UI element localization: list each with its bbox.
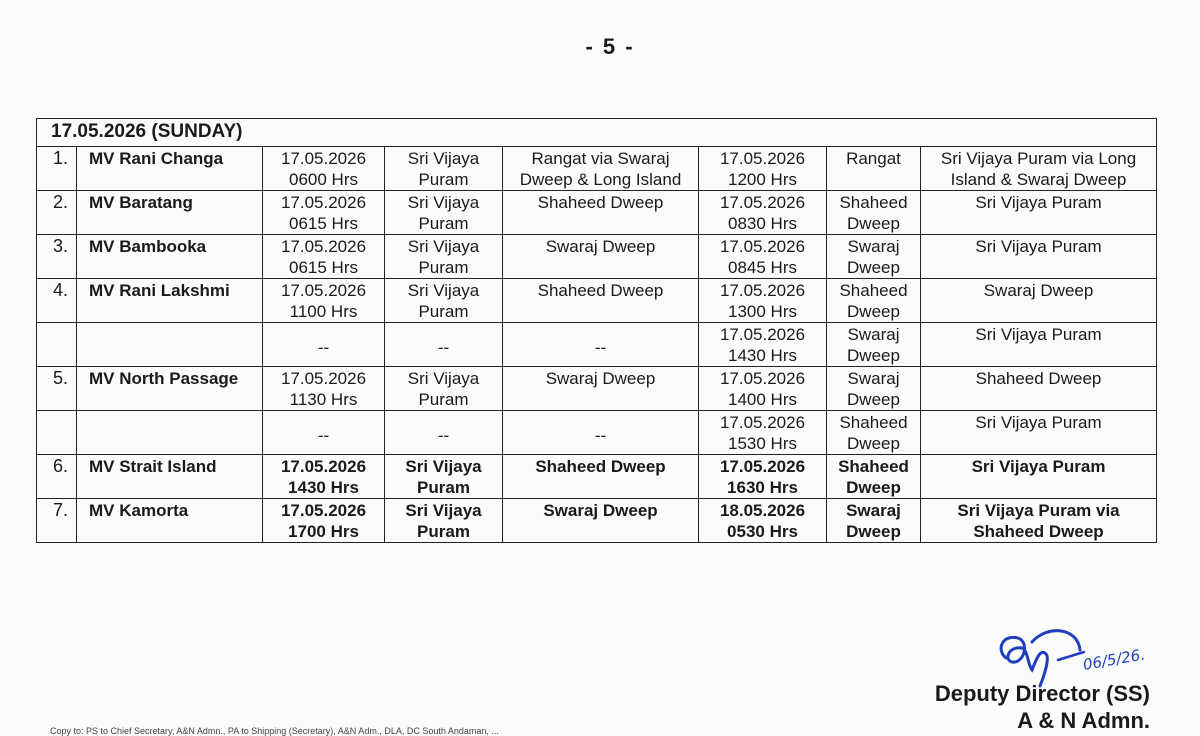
vessel-name [77,235,263,279]
serial-number-line: 2. [52,192,68,212]
return-datetime-line: 17.05.2026 [719,281,806,300]
departure-from [385,411,503,455]
return-to-line: Sri Vijaya Puram [975,325,1102,344]
return-datetime-line: 17.05.2026 [719,325,806,344]
departure-datetime-line: 0615 Hrs [289,258,358,277]
departure-datetime-line: -- [317,426,330,445]
departure-from [385,367,503,411]
signature-date: 06/5/26. [1081,645,1147,674]
return-to [921,279,1157,323]
departure-datetime [263,279,385,323]
return-to [921,367,1157,411]
vessel-name-line: MV Kamorta [89,501,189,520]
destination [503,455,699,499]
return-from [827,499,921,543]
destination [503,191,699,235]
destination [503,411,699,455]
departure-datetime-line: 17.05.2026 [280,369,367,388]
return-datetime-line: 17.05.2026 [719,237,806,256]
designation-title: Deputy Director (SS) [934,681,1150,706]
serial-number-line: 5. [52,368,68,388]
departure-datetime-line: 0600 Hrs [289,170,358,189]
departure-datetime [263,323,385,367]
return-datetime-line: 17.05.2026 [719,149,806,168]
return-to [921,147,1157,191]
return-to-line: Sri Vijaya Puram [971,457,1106,476]
departure-datetime-line: 17.05.2026 [280,237,367,256]
return-datetime [699,191,827,235]
serial-number [37,455,77,499]
page-number: - 5 - [585,34,635,59]
departure-datetime-line: 0615 Hrs [289,214,358,233]
return-from-line: Swaraj [846,501,901,520]
departure-datetime-line: 1430 Hrs [288,478,359,497]
departure-from [385,455,503,499]
return-datetime-line: 1300 Hrs [728,302,797,321]
departure-from-line: Puram [418,302,469,321]
return-datetime-line: 17.05.2026 [719,457,806,476]
table-row [37,323,1157,367]
return-datetime [699,323,827,367]
return-datetime [699,147,827,191]
departure-datetime [263,147,385,191]
table-row [37,367,1157,411]
return-datetime-line: 0530 Hrs [727,522,798,541]
table-row [37,411,1157,455]
vessel-name-line: MV Bambooka [89,237,207,256]
vessel-name [77,147,263,191]
departure-from [385,499,503,543]
return-from [827,147,921,191]
table-row [37,499,1157,543]
destination [503,323,699,367]
destination-line: Swaraj Dweep [545,237,656,256]
departure-datetime [263,499,385,543]
vessel-name-line: MV Rani Changa [89,149,224,168]
destination [503,367,699,411]
destination-line: -- [594,426,607,445]
return-from [827,367,921,411]
return-to-line: Swaraj Dweep [983,281,1094,300]
return-from [827,191,921,235]
return-from-line: Swaraj [847,237,900,256]
departure-datetime [263,455,385,499]
return-to-line: Shaheed Dweep [973,522,1104,541]
return-from-line: Shaheed [839,281,908,300]
departure-from-line: Puram [418,214,469,233]
departure-from-line: -- [437,426,450,445]
serial-number-line: 4. [52,280,68,300]
destination [503,499,699,543]
departure-from-line: Puram [418,258,469,277]
return-to-line: Sri Vijaya Puram via [957,501,1120,520]
date-header-row [37,119,1157,147]
departure-from-line: Puram [418,170,469,189]
destination-line: Swaraj Dweep [543,501,658,520]
vessel-name-line: MV Baratang [89,193,193,212]
departure-datetime [263,191,385,235]
return-from-line: Swaraj [847,325,900,344]
return-to [921,323,1157,367]
return-datetime-line: 1530 Hrs [728,434,797,453]
return-to-line: Sri Vijaya Puram via Long [940,149,1137,168]
return-datetime [699,235,827,279]
departure-from-line: Sri Vijaya [407,193,480,212]
departure-datetime-line: 17.05.2026 [280,457,367,476]
departure-from-line: Puram [418,390,469,409]
departure-from-line: Sri Vijaya [407,281,480,300]
return-to-line: Shaheed Dweep [975,369,1102,388]
return-from-line: Dweep [847,258,900,277]
destination-line: Swaraj Dweep [545,369,656,388]
return-datetime [699,455,827,499]
table-row [37,279,1157,323]
date-header: 17.05.2026 (SUNDAY) [37,119,1157,147]
departure-datetime-line: 1700 Hrs [288,522,359,541]
serial-number-line: 3. [52,236,68,256]
return-datetime [699,367,827,411]
destination-line: Dweep & Long Island [519,170,682,189]
return-from [827,279,921,323]
return-to-line: Island & Swaraj Dweep [950,170,1127,189]
return-from-line: Shaheed [839,193,908,212]
return-to [921,235,1157,279]
destination-line: Shaheed Dweep [537,193,664,212]
return-datetime-line: 1430 Hrs [728,346,797,365]
departure-from-line: Puram [417,522,470,541]
serial-number [37,235,77,279]
return-to [921,411,1157,455]
vessel-name [77,191,263,235]
departure-from [385,279,503,323]
vessel-name-line: MV North Passage [89,369,239,388]
destination-line: Rangat via Swaraj [531,149,670,168]
designation-office: A & N Admn. [1017,708,1150,733]
serial-number-line: 1. [52,148,68,168]
serial-number-line: 7. [52,500,68,520]
departure-from-line: Puram [417,478,470,497]
table-row [37,235,1157,279]
return-to [921,455,1157,499]
departure-datetime [263,235,385,279]
return-from-line: Dweep [847,390,900,409]
return-datetime-line: 18.05.2026 [719,501,806,520]
serial-number [37,323,77,367]
departure-from-line: Sri Vijaya [407,369,480,388]
vessel-name [77,499,263,543]
table-row [37,191,1157,235]
destination [503,235,699,279]
return-from-line: Swaraj [847,369,900,388]
return-to-line: Sri Vijaya Puram [975,193,1102,212]
departure-datetime-line: 1100 Hrs [289,302,358,321]
departure-datetime-line: 1130 Hrs [289,390,358,409]
return-from-line: Dweep [846,522,901,541]
vessel-name-line: MV Rani Lakshmi [89,281,230,300]
departure-datetime-line: 17.05.2026 [280,149,367,168]
return-datetime-line: 17.05.2026 [719,193,806,212]
vessel-name-line: MV Strait Island [89,457,217,476]
departure-from-line: Sri Vijaya [405,457,482,476]
departure-datetime [263,367,385,411]
return-from [827,411,921,455]
return-datetime-line: 0845 Hrs [728,258,797,277]
return-datetime-line: 1630 Hrs [727,478,798,497]
departure-datetime-line: 17.05.2026 [280,501,367,520]
departure-from [385,235,503,279]
serial-number-line: 6. [52,456,68,476]
destination [503,147,699,191]
table-row [37,147,1157,191]
copy-to-line: Copy to: PS to Chief Secretary, A&N Admn., PA to Shipping (Secretary), A&N Adm., DLA, DC South Andaman, ... [50,726,499,736]
return-to [921,499,1157,543]
departure-datetime [263,411,385,455]
vessel-name [77,411,263,455]
destination [503,279,699,323]
serial-number [37,411,77,455]
serial-number [37,367,77,411]
departure-datetime-line: -- [317,338,330,357]
return-from-line: Dweep [847,302,900,321]
departure-from-line: -- [437,338,450,357]
departure-from-line: Sri Vijaya [407,237,480,256]
ferry-schedule-table [36,118,1157,543]
designation-block [935,680,1150,734]
return-from-line: Dweep [847,434,900,453]
return-datetime-line: 0830 Hrs [728,214,797,233]
return-datetime [699,279,827,323]
departure-from [385,191,503,235]
return-from [827,323,921,367]
return-from [827,235,921,279]
return-datetime [699,411,827,455]
return-from-line: Shaheed [838,457,909,476]
destination-line: Shaheed Dweep [537,281,664,300]
serial-number [37,147,77,191]
vessel-name [77,455,263,499]
destination-line: Shaheed Dweep [535,457,666,476]
destination-line: -- [594,338,607,357]
vessel-name [77,367,263,411]
return-datetime-line: 17.05.2026 [719,413,806,432]
departure-from-line: Sri Vijaya [407,149,480,168]
serial-number [37,499,77,543]
return-to-line: Sri Vijaya Puram [975,237,1102,256]
return-from-line: Rangat [846,149,901,168]
return-datetime-line: 1200 Hrs [728,170,797,189]
vessel-name [77,323,263,367]
departure-datetime-line: 17.05.2026 [280,281,367,300]
table-row [37,455,1157,499]
return-datetime-line: 1400 Hrs [728,390,797,409]
return-from-line: Dweep [847,214,900,233]
return-from-line: Dweep [847,346,900,365]
return-from-line: Shaheed [839,413,908,432]
return-datetime-line: 17.05.2026 [719,369,806,388]
departure-from [385,147,503,191]
return-to-line: Sri Vijaya Puram [975,413,1102,432]
serial-number [37,191,77,235]
departure-from [385,323,503,367]
return-datetime [699,499,827,543]
return-to [921,191,1157,235]
departure-datetime-line: 17.05.2026 [280,193,367,212]
vessel-name [77,279,263,323]
serial-number [37,279,77,323]
departure-from-line: Sri Vijaya [405,501,482,520]
return-from-line: Dweep [846,478,901,497]
return-from [827,455,921,499]
